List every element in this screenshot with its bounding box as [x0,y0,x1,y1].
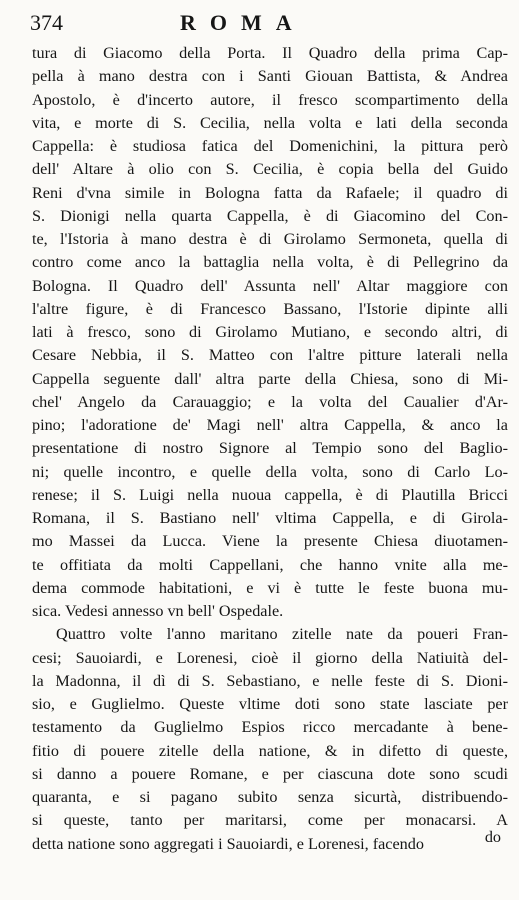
text-line: pella à mano destra con i Santi Giouan Battista, & Andrea [32,67,508,86]
text-line: renese; il S. Luigi nella nuoua cappella, è di Plautilla Bricci [32,485,508,504]
text-line: Romana, il S. Bastiano nell' vltima Cappella, e di Girola- [32,509,508,527]
text-line: cesi; Sauoiardi, e Lorenesi, cioè il giorno della Natiuità del- [32,648,508,667]
running-head: ROMA [180,10,306,35]
text-line: mo Massei da Lucca. Viene la presente Chiesa diuotamen- [32,532,508,551]
text-line: contro come anco la battaglia nella volta, è di Pellegrino da [32,253,508,272]
body-text [32,42,508,856]
text-line: presentatione di nostro Signore al Tempio sono del Baglio- [32,439,508,458]
page-number: 374 [30,10,63,35]
text-line: quaranta, e si pagano subito senza sicurtà, distribuendo- [32,788,508,806]
text-line: lati à fresco, sono di Girolamo Mutiano, e secondo altri, di [32,323,508,341]
text-line: Cesare Nebbia, il S. Matteo con l'altre pitture laterali nella [32,346,508,365]
text-line: si danno a pouere Romane, e per ciascuna dote sono scudi [32,764,508,783]
catchword: do [484,828,501,846]
text-line: fitio di pouere zitelle della natione, & in difetto di queste, [32,741,508,760]
text-line: detta natione sono aggregati i Sauoiardi, e Lorenesi, facendo [32,834,424,853]
text-line: pino; l'adoratione de' Magi nell' altra Cappella, & anco la [32,416,508,434]
text-line: sio, e Guglielmo. Queste vltime doti sono state lasciate per [32,695,508,713]
text-line: Quattro volte l'anno maritano zitelle nate da poueri Fran- [56,625,508,644]
text-line: l'altre figure, è di Francesco Bassano, l'Istorie dipinte alli [32,299,508,318]
text-line: tura di Giacomo della Porta. Il Quadro della prima Cap- [32,44,508,62]
text-line: chel' Angelo da Carauaggio; e la volta del Caualier d'Ar- [32,392,508,411]
text-line: S. Dionigi nella quarta Cappella, è di Giacomino del Con- [32,206,508,225]
page-header [30,6,509,40]
text-line: si queste, tanto per maritarsi, come per monacarsi. A [32,811,508,830]
text-line: testamento da Guglielmo Espios ricco mercadante à bene- [32,718,508,737]
text-line: Apostolo, è d'incerto autore, il fresco scompartimento della [32,90,508,109]
text-line: Reni d'vna simile in Bologna fatta da Rafaele; il quadro di [32,183,508,202]
text-line: Bologna. Il Quadro dell' Assunta nell' Altar maggiore con [32,276,508,295]
text-line: vita, e morte di S. Cecilia, nella volta e lati della seconda [32,113,508,132]
text-line: dema commode habitationi, e vi è tutte le feste buona mu- [32,578,508,597]
text-line: ni; quelle incontro, e quelle della volta, sono di Carlo Lo- [32,462,508,481]
text-line: la Madonna, il dì di S. Sebastiano, e nelle feste di S. Dioni- [32,671,508,690]
text-line: te offitiata da molti Cappellani, che hanno vnite alla me- [32,555,508,574]
text-line: dell' Altare à olio con S. Cecilia, è copia bella del Guido [32,160,508,179]
text-line: Cappella: è studiosa fatica del Domenichini, la pittura però [32,137,508,155]
text-line: Cappella seguente dall' altra parte della Chiesa, sono di Mi- [32,369,508,388]
text-line: te, l'Istoria à mano destra è di Girolamo Sermoneta, quella di [32,230,508,248]
text-line: sica. Vedesi annesso vn bell' Ospedale. [32,602,284,620]
